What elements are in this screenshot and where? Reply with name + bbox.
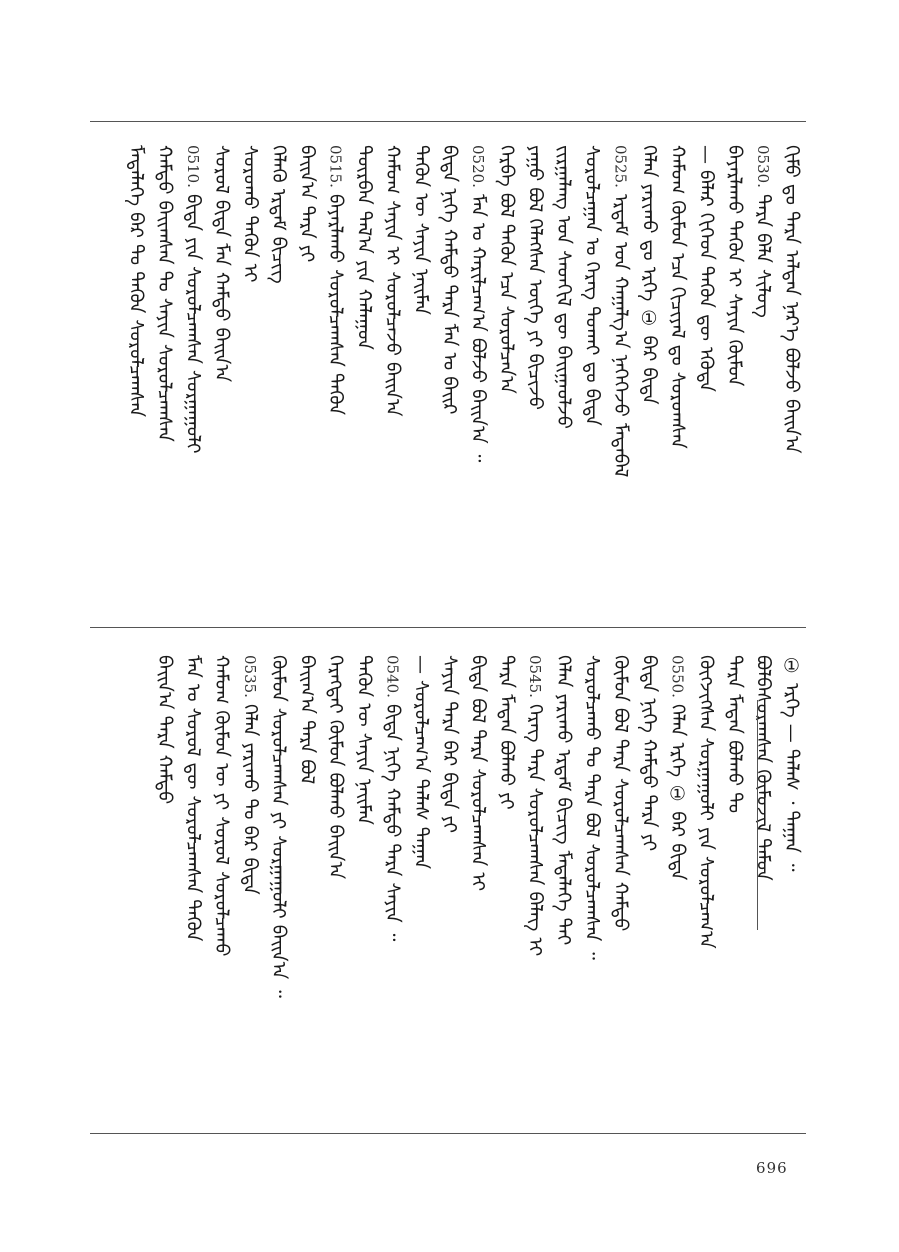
text-column (407, 655, 434, 869)
verse-line: ᠪᠢᠳᠡ ᠪᠣᠯ ᠲᠡᠷᠡ ᠰᠤᠷᠤᠯᠴᠠᠭᠰᠠᠨ ᠢ (467, 655, 489, 892)
text-column (778, 655, 805, 871)
text-column (436, 145, 463, 415)
verse-line: ᠪᠢᠳᠡ ᠨᠢᠭᠡ ᠬᠠᠮᠲᠤ ᠲᠡᠷᠡ ᠮᠠᠨ ᠤ ᠪᠠᠢᠷ (438, 145, 461, 415)
verse-line: ᠬᠥᠭᠵᠢᠭᠰᠡᠨ ᠰᠤᠷᠭᠠᠭᠤᠯᠢ ᠶᠢᠨ ᠰᠤᠷᠤᠯᠴᠠᠭ᠎ᠠ (695, 655, 717, 949)
text-column (578, 655, 605, 960)
line-number: 0535. (241, 655, 259, 698)
line-number: 0550. (668, 655, 687, 698)
text-column (721, 655, 748, 813)
line-number: 0540. (383, 655, 402, 698)
line-number: 0515. (326, 145, 345, 188)
text-column (293, 655, 320, 784)
upper-text-block (90, 145, 806, 610)
text-column (721, 145, 748, 386)
text-column (407, 145, 434, 315)
text-column (293, 145, 320, 262)
text-column (208, 655, 235, 956)
verse-line: ᠲᠡᠷᠡ ᠮᠡᠳᠡᠨ ᠪᠣᠯᠬᠤ ᠶᠢ (495, 655, 518, 810)
text-column (350, 145, 377, 350)
verse-line: ᠬᠦᠮᠦᠨ ᠪᠣᠯ ᠲᠡᠷᠡ ᠰᠤᠷᠤᠯᠴᠠᠭᠰᠠᠨ ᠬᠠᠮᠲᠤ (609, 655, 632, 932)
verse-line: ᠮᠡᠳᠡᠯᠡᠭᠡ ᠪᠡᠷ ᠲᠤ ᠲᠡᠭᠦᠨ ᠰᠤᠷᠤᠯᠴᠠᠭᠰᠠᠨ (125, 145, 147, 418)
verse-line: ᠬᠠᠮᠤᠭ ᠬᠦᠮᠦᠨ ᠦ ᠶᠢ ᠰᠤᠷᠤᠯ ᠰᠤᠷᠤᠯᠴᠠᠬᠤ (210, 655, 233, 957)
text-column (749, 655, 776, 881)
verse-line: ᠬᠠᠮᠤᠭ ᠰᠠᠶᠢᠨ ᠢ ᠰᠤᠷᠤᠯᠴᠠᠵᠤ ᠪᠠᠢᠨ᠎ᠠ (381, 145, 404, 417)
verse-line: ᠲᠡᠷᠡ ᠪᠡᠯᠡ ᠰᠢᠯᠦᠭ (752, 193, 774, 318)
text-column (151, 655, 178, 804)
text-column (464, 145, 491, 462)
page-number: 969 (755, 1158, 787, 1176)
text-column (493, 655, 520, 810)
verse-line: ᠰᠠᠶᠢᠨ ᠲᠡᠷᠡ ᠪᠠᠷ ᠪᠢᠳᠡ ᠶᠢ (438, 655, 461, 834)
text-column (350, 655, 377, 825)
verse-line: ᠬᠡᠯᠡᠨ ᠶᠠᠷᠢᠬᠤ ᠲᠤ ᠪᠠᠷ ᠪᠢᠳᠡ (239, 703, 261, 895)
text-column (322, 145, 349, 415)
text-column (436, 655, 463, 833)
text-column (521, 145, 548, 410)
line-number: 0520. (469, 145, 487, 188)
text-column (236, 655, 263, 895)
verse-line: ᠬᠡᠷᠪᠡ ᠪᠣᠯ ᠲᠡᠭᠦᠨ ᠡᠴᠡ ᠰᠤᠷᠤᠯᠴᠠᠨ᠎ᠠ (495, 145, 518, 394)
text-column (521, 655, 548, 956)
verse-line: ᠲᠡᠭᠦᠨ ᠦ ᠰᠠᠶᠢᠨ ᠨᠠᠢᠮᠠᠨ (353, 655, 375, 825)
verse-line: ᠮᠠᠨ ᠤ ᠰᠤᠷᠤᠯ ᠳᠦ ᠰᠤᠷᠤᠯᠴᠠᠭᠰᠠᠨ ᠲᠡᠭᠦᠨ (182, 655, 204, 942)
text-column (550, 145, 577, 429)
text-column (692, 145, 719, 392)
verse-line: — ᠰᠤᠷᠤᠯᠴᠠᠭ᠎ᠠ ᠲᠠᠯᠠᠰ ᠲᠠᠭᠠᠨ (410, 655, 432, 870)
verse-line: ᠰᠤᠷᠤᠯᠴᠠᠬᠤ ᠲᠤ ᠲᠡᠷᠡ ᠪᠣᠯ ᠰᠤᠷᠤᠯᠴᠠᠭᠰᠠᠨ ᠃ (581, 655, 603, 960)
verse-line: ᠪᠢᠳᠡ ᠶᠢᠨ ᠰᠤᠷᠤᠯᠴᠠᠭᠰᠠᠨ ᠰᠤᠷᠭᠠᠭᠤᠯᠢ (182, 193, 204, 454)
line-number: 0510. (184, 145, 202, 188)
text-column (464, 655, 491, 891)
verse-line: ᠪᠠᠢᠭ᠎ᠠ ᠲᠡᠷᠡ ᠪᠣᠯ (296, 655, 318, 785)
text-column (635, 145, 662, 405)
verse-line: ᠬᠠᠮᠤᠭ ᠬᠦᠮᠦᠨ ᠡᠴᠡ ᠬᠢᠴᠢᠶᠡᠯ ᠳᠤ ᠰᠤᠷᠤᠭᠰᠠᠨ (666, 145, 689, 449)
footnote-rule (757, 700, 758, 930)
verse-line: ᠳᠦᠷᠪᠡᠨ ᠲᠠᠯ᠎ᠠ ᠶᠢᠨ ᠬᠠᠯᠠᠭᠤᠨ (353, 145, 375, 350)
text-column (692, 655, 719, 949)
verse-line: ᠬᠡᠯᠡᠨ ᠡᠷᠬᠡ ① ᠪᠠᠷ ᠪᠢᠳᠡ (666, 703, 689, 881)
text-column (179, 145, 206, 453)
verse-line: ᠪᠢᠳᠡ ᠨᠢᠭᠡ ᠬᠠᠮᠲᠤ ᠲᠡᠷᠡ ᠰᠠᠶᠢᠨ ᠃ (381, 703, 404, 942)
verse-line: ᠪᠠᠶᠠᠷᠯᠠᠬᠤ ᠰᠤᠷᠤᠯᠴᠠᠭᠰᠠᠨ ᠲᠡᠭᠦᠨ (324, 193, 347, 416)
verse-line: ᠬᠡᠷᠡᠭ ᠲᠡᠷᠡ ᠰᠤᠷᠤᠯᠴᠠᠭᠰᠠᠨ ᠪᠡᠯᠡᠭ ᠢ (524, 703, 546, 957)
text-column (493, 145, 520, 394)
verse-line: ᠰᠤᠷᠤᠬᠤ ᠲᠡᠭᠦᠨ ᠢ (239, 145, 261, 283)
text-column (179, 655, 206, 941)
lower-text-block (90, 655, 806, 1120)
top-rule (90, 121, 806, 122)
verse-line: ᠲᠡᠷᠡ ᠮᠡᠳᠡᠨ ᠪᠣᠯᠬᠤ ᠲᠤ (723, 655, 746, 814)
verse-line: ᠰᠤᠷᠤᠯᠴᠠᠭᠠᠨ ᠤ ᠬᠡᠷᠡᠭ ᠲᠤᠬᠠᠢ ᠳᠤ ᠪᠢᠳᠡ (581, 145, 603, 426)
verse-line: ᠬᠡᠷᠡᠭᠲᠡᠢ ᠬᠥᠮᠦᠨ ᠪᠣᠯᠬᠤ ᠪᠠᠢᠨ᠎ᠠ (324, 655, 347, 880)
text-column (151, 145, 178, 442)
line-number: 0530. (754, 145, 772, 188)
text-column (379, 655, 406, 941)
text-column (607, 145, 634, 477)
line-number: 0545. (526, 655, 544, 698)
verse-line: — ᠪᠠᠯᠠᠷ ᠬᠢᠭᠡᠳ ᠲᠡᠭᠦᠨ ᠳᠦ ᠡᠭᠦᠳᠡ (695, 145, 717, 393)
verse-line: ᠬᠡᠯᠡᠨ ᠶᠠᠷᠢᠬᠤ ᠳᠤ ᠡᠷᠬᠡ ① ᠪᠠᠷ ᠪᠢᠳᠡ (638, 145, 660, 405)
text-column (379, 145, 406, 417)
text-column (749, 145, 776, 318)
text-column (322, 655, 349, 879)
verse-line: ᠡᠷᠳᠡᠮ ᠤᠨ ᠬᠠᠭᠠᠯᠭ᠎ᠠ ᠨᠡᠭᠡᠭᠡᠵᠦ ᠮᠡᠳᠡᠪᠡᠯ (609, 193, 632, 478)
text-column (664, 655, 691, 880)
text-column (550, 655, 577, 945)
verse-line: ᠪᠠᠶᠠᠷᠯᠠᠬᠤ ᠲᠡᠭᠦᠨ ᠢ ᠰᠠᠶᠢᠨ ᠬᠥᠮᠦᠨ (723, 145, 746, 387)
text-column (635, 655, 662, 851)
verse-line: ᠪᠠᠢᠨ᠎ᠠ ᠲᠡᠷᠡ ᠬᠠᠮᠲᠤ (153, 655, 176, 805)
verse-line: ᠪᠢᠳᠡ ᠨᠢᠭᠡ ᠬᠠᠮᠲᠤ ᠲᠡᠷᠡ ᠶᠢ (638, 655, 660, 852)
text-column (236, 145, 263, 283)
text-column (607, 655, 634, 931)
text-column (122, 145, 149, 417)
verse-line: ᠰᠤᠷᠤᠯ ᠪᠢᠳᠡ ᠮᠠᠨ ᠬᠠᠮᠲᠤ ᠪᠠᠢᠨ᠎ᠠ (210, 145, 233, 383)
text-column (208, 145, 235, 382)
text-column (664, 145, 691, 449)
text-column (265, 145, 292, 284)
verse-line: ᠶᠠᠭᠤ ᠪᠣᠯ ᠬᠡᠯᠡᠭᠰᠡᠨ ᠦᠭᠡ ᠶᠢ ᠪᠢᠴᠢᠵᠦ (524, 145, 546, 410)
verse-line: ᠬᠡᠯᠡᠨ ᠶᠠᠷᠢᠬᠤ ᠡᠷᠳᠡᠮ ᠪᠢᠴᠢᠭ ᠮᠡᠳᠡᠯᠡᠭᠡ ᠲᠠᠢ (552, 655, 575, 946)
verse-line: ᠬᠡᠯᠡᠬᠦ ᠡᠷᠳᠡᠮ ᠪᠢᠴᠢᠭ (267, 145, 290, 284)
line-number: 0525. (611, 145, 630, 188)
verse-line: ᠬᠠᠮᠲᠤ ᠪᠠᠢᠭᠰᠠᠨ ᠲᠤ ᠰᠠᠶᠢᠨ ᠰᠤᠷᠤᠯᠴᠠᠭᠰᠠᠨ (153, 145, 176, 442)
verse-line: ᠵᠢᠷᠭᠠᠯᠠᠩ ᠤᠨ ᠰᠡᠳᠬᠢᠯ ᠳᠦ ᠪᠠᠢᠭᠤ᠋ᠯᠵᠤ (552, 145, 575, 429)
middle-rule (90, 627, 806, 628)
verse-line: ᠬᠦᠮᠦᠨ ᠰᠤᠷᠤᠯᠴᠠᠭᠰᠠᠨ ᠶᠢ ᠰᠤᠷᠭᠠᠭᠤᠯᠢ ᠪᠠᠢᠨ᠎ᠠ ᠃ (267, 655, 290, 998)
verse-line: ᠲᠡᠭᠦᠨ ᠦ ᠰᠠᠶᠢᠨ ᠨᠠᠢᠮᠠᠨ (410, 145, 432, 315)
verse-line: ① ᠡᠷᠬᠡ — ᠲᠠᠯᠠᠰ ᠂ ᠲᠠᠭᠠᠨ ᠃ (780, 655, 803, 872)
verse-line: ᠪᠠᠢᠨ᠎ᠠ ᠲᠡᠷᠡ ᠶᠢ (296, 145, 318, 263)
bottom-rule (90, 1133, 806, 1134)
text-column (265, 655, 292, 998)
verse-line: ᠬᠢᠮᠤ ᠳᠤ ᠲᠡᠷᠡ ᠠᠯᠲᠠᠨ ᠨᠡᠷ᠎ᠡ ᠪᠣᠯᠵᠤ ᠪᠠᠢᠨ᠎ᠠ (780, 145, 803, 454)
text-column (778, 145, 805, 454)
verse-line: ᠮᠠᠨ ᠤ ᠬᠠᠷᠢᠯᠴᠠᠭ᠎ᠠ ᠪᠣᠯᠵᠤ ᠪᠠᠢᠨ᠎ᠠ ᠃ (467, 193, 489, 463)
text-column (578, 145, 605, 426)
verse-line: ᠪᠣᠯᠪᠠᠰᠤᠷᠠᠭᠰᠠᠨ ᠬᠦᠮᠦᠵᠢᠯ ᠲᠡᠮᠦᠨ (752, 655, 774, 881)
